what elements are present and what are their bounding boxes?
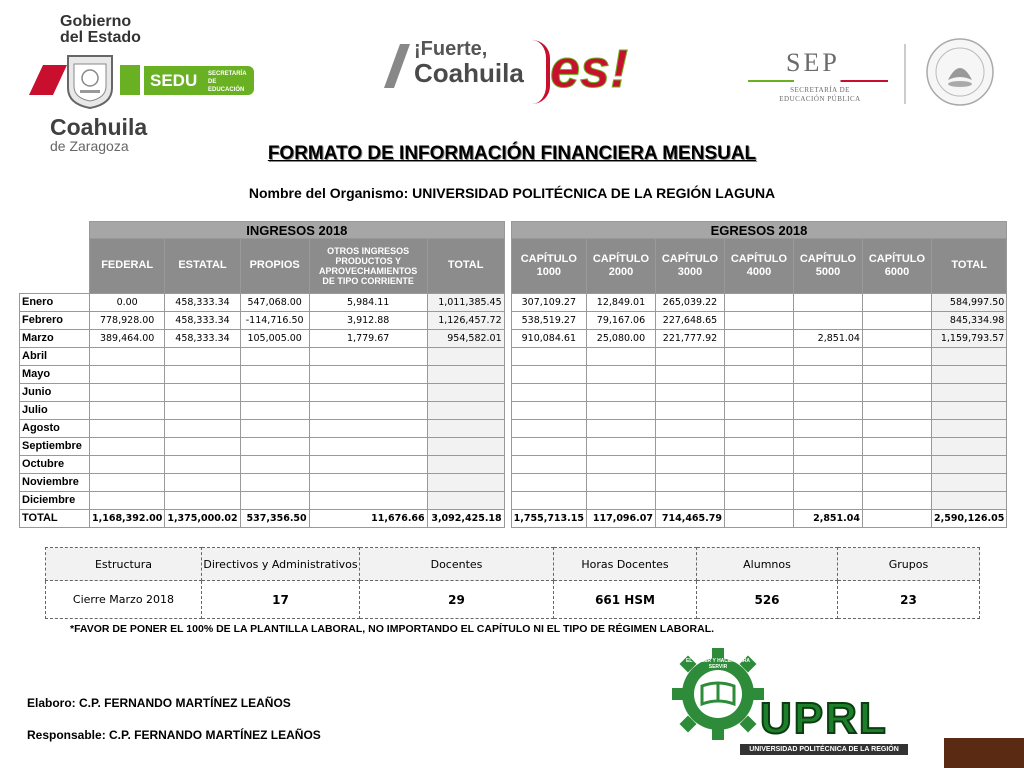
total-cell: 714,465.79 (655, 509, 724, 527)
ingreso-cell: 105,005.00 (240, 329, 309, 347)
egreso-cell (511, 437, 586, 455)
egreso-cell: 25,080.00 (586, 329, 655, 347)
staff-value: 29 (360, 581, 554, 619)
egreso-cell (586, 473, 655, 491)
egreso-cell (862, 347, 931, 365)
egreso-cell (793, 491, 862, 509)
egreso-cell: 227,648.65 (655, 311, 724, 329)
egreso-cell: 538,519.27 (511, 311, 586, 329)
col-header: OTROS INGRESOS PRODUCTOS Y APROVECHAMIENTOS DE TIPO CORRIENTE (309, 239, 427, 294)
egreso-cell (931, 491, 1006, 509)
month-row (20, 347, 1007, 365)
egreso-cell (724, 419, 793, 437)
month-label: Junio (20, 383, 90, 401)
month-label: Marzo (20, 329, 90, 347)
total-cell: 1,755,713.15 (511, 509, 586, 527)
egreso-cell (793, 293, 862, 311)
month-row (20, 491, 1007, 509)
egreso-cell (586, 437, 655, 455)
gobierno-coahuila-logo (36, 10, 256, 155)
coat-of-arms-icon (62, 52, 118, 110)
egreso-cell (724, 455, 793, 473)
staff-header: Docentes (360, 548, 554, 581)
ingreso-cell (427, 347, 504, 365)
egreso-cell (586, 401, 655, 419)
egreso-cell (724, 383, 793, 401)
ingreso-cell (309, 437, 427, 455)
month-row (20, 419, 1007, 437)
month-row (20, 365, 1007, 383)
coahuila-word: Coahuila (50, 114, 148, 140)
uprl-ring-text: EL SABER Y HACER PARA SERVIR (685, 658, 751, 670)
col-header: CAPÍTULO 2000 (586, 239, 655, 294)
ingreso-cell (165, 455, 240, 473)
month-label: Septiembre (20, 437, 90, 455)
egreso-cell (862, 401, 931, 419)
ingreso-cell (165, 437, 240, 455)
egreso-cell (931, 383, 1006, 401)
egreso-cell (511, 347, 586, 365)
ingreso-cell (90, 455, 165, 473)
ingreso-cell (427, 455, 504, 473)
col-header: CAPÍTULO 4000 (724, 239, 793, 294)
col-header: PROPIOS (240, 239, 309, 294)
ingreso-cell (427, 473, 504, 491)
total-row (20, 509, 1007, 527)
egreso-cell (724, 401, 793, 419)
egreso-cell (586, 455, 655, 473)
egreso-cell (793, 455, 862, 473)
month-row (20, 311, 1007, 329)
egreso-cell (586, 419, 655, 437)
egreso-cell (655, 401, 724, 419)
month-row (20, 401, 1007, 419)
ingreso-cell (309, 365, 427, 383)
egreso-cell: 307,109.27 (511, 293, 586, 311)
ingreso-cell: 954,582.01 (427, 329, 504, 347)
ingresos-title: INGRESOS 2018 (90, 222, 505, 239)
egreso-cell (655, 437, 724, 455)
ingreso-cell: -114,716.50 (240, 311, 309, 329)
month-label: Abril (20, 347, 90, 365)
month-row (20, 329, 1007, 347)
staff-value: 17 (202, 581, 360, 619)
egreso-cell (931, 419, 1006, 437)
ingreso-cell (165, 491, 240, 509)
egreso-cell (862, 383, 931, 401)
egresos-title: EGRESOS 2018 (511, 222, 1007, 239)
ingreso-cell (240, 491, 309, 509)
egreso-cell: 2,851.04 (793, 329, 862, 347)
slash-mark (384, 44, 410, 88)
staff-header: Horas Docentes (554, 548, 697, 581)
month-label: Febrero (20, 311, 90, 329)
egreso-cell (511, 365, 586, 383)
ingreso-cell (240, 365, 309, 383)
ingreso-cell (90, 419, 165, 437)
total-cell: 2,851.04 (793, 509, 862, 527)
ingreso-cell (240, 437, 309, 455)
month-row (20, 293, 1007, 311)
escudo-nacional-icon (924, 36, 996, 108)
ingreso-cell (427, 383, 504, 401)
ingreso-cell (240, 455, 309, 473)
ingreso-cell (309, 401, 427, 419)
ingreso-cell (309, 383, 427, 401)
egreso-cell: 584,997.50 (931, 293, 1006, 311)
col-header: ESTATAL (165, 239, 240, 294)
egreso-cell: 910,084.61 (511, 329, 586, 347)
total-cell: 117,096.07 (586, 509, 655, 527)
total-cell: 1,168,392.00 (90, 509, 165, 527)
egreso-cell (793, 473, 862, 491)
egreso-cell (655, 473, 724, 491)
egreso-cell (931, 437, 1006, 455)
de-zaragoza-word: de Zaragoza (50, 138, 129, 154)
ingreso-cell (90, 473, 165, 491)
egreso-cell: 1,159,793.57 (931, 329, 1006, 347)
es-word: es! (550, 39, 629, 99)
staff-header: Grupos (838, 548, 980, 581)
egreso-cell: 265,039.22 (655, 293, 724, 311)
ingreso-cell: 458,333.34 (165, 329, 240, 347)
egreso-cell (724, 491, 793, 509)
egreso-cell (724, 347, 793, 365)
col-header: CAPÍTULO 5000 (793, 239, 862, 294)
col-header: CAPÍTULO 6000 (862, 239, 931, 294)
ingreso-cell: 5,984.11 (309, 293, 427, 311)
egreso-cell (862, 491, 931, 509)
ingreso-cell (165, 347, 240, 365)
month-label: Enero (20, 293, 90, 311)
egreso-cell: 12,849.01 (586, 293, 655, 311)
financial-table (19, 221, 1007, 528)
ingreso-cell (427, 401, 504, 419)
egreso-cell (793, 401, 862, 419)
corner-decoration (944, 738, 1024, 768)
uprl-subtext: UNIVERSIDAD POLITÉCNICA DE LA REGIÓN LAGUNA (740, 744, 908, 755)
month-label: Julio (20, 401, 90, 419)
sep-subtext: SECRETARÍA DE EDUCACIÓN PÚBLICA (779, 86, 861, 103)
egreso-cell (931, 347, 1006, 365)
egreso-cell (931, 365, 1006, 383)
ingreso-cell (427, 491, 504, 509)
month-row (20, 383, 1007, 401)
egreso-cell (862, 293, 931, 311)
ingreso-cell (427, 437, 504, 455)
staff-header: Directivos y Administrativos (202, 548, 360, 581)
month-label: Noviembre (20, 473, 90, 491)
egreso-cell (862, 419, 931, 437)
ingreso-cell: 458,333.34 (165, 293, 240, 311)
divider-line (904, 44, 906, 104)
staff-value: Cierre Marzo 2018 (46, 581, 202, 619)
ingreso-cell (309, 473, 427, 491)
egreso-cell (724, 365, 793, 383)
ingreso-cell (90, 383, 165, 401)
egreso-cell (724, 473, 793, 491)
uprl-logo (670, 646, 910, 764)
ingreso-cell: 389,464.00 (90, 329, 165, 347)
month-label: Diciembre (20, 491, 90, 509)
egreso-cell (931, 401, 1006, 419)
ingreso-cell (165, 401, 240, 419)
egreso-cell (862, 437, 931, 455)
ingreso-cell (90, 365, 165, 383)
egreso-cell (586, 347, 655, 365)
egreso-cell: 221,777.92 (655, 329, 724, 347)
egreso-cell (655, 383, 724, 401)
total-cell: 1,375,000.02 (165, 509, 240, 527)
fuerte-word: ¡Fuerte, (414, 38, 488, 60)
month-row (20, 455, 1007, 473)
egreso-cell (724, 437, 793, 455)
ingreso-cell (240, 347, 309, 365)
egreso-cell (511, 419, 586, 437)
egreso-cell (862, 473, 931, 491)
egreso-cell (931, 473, 1006, 491)
uprl-letters: UPRL (760, 694, 888, 743)
financial-table-body (20, 293, 1007, 509)
egreso-cell (511, 455, 586, 473)
gobierno-line2: del Estado (60, 29, 141, 46)
egreso-cell (793, 419, 862, 437)
sedu-logo (144, 66, 254, 95)
es-bracket (532, 40, 550, 104)
egreso-cell (511, 473, 586, 491)
month-row (20, 437, 1007, 455)
ingreso-cell (309, 419, 427, 437)
ingreso-cell (165, 419, 240, 437)
ingreso-cell: 1,779.67 (309, 329, 427, 347)
ingreso-cell (90, 347, 165, 365)
ingreso-cell (165, 365, 240, 383)
ingreso-cell (427, 419, 504, 437)
egreso-cell (586, 365, 655, 383)
col-header: TOTAL (931, 239, 1006, 294)
month-label: Agosto (20, 419, 90, 437)
egreso-cell (655, 419, 724, 437)
col-header: CAPÍTULO 3000 (655, 239, 724, 294)
fuerte-coahuila-word: Coahuila (414, 58, 524, 88)
sedu-subtext: SECRETARÍA DE EDUCACIÓN (208, 71, 247, 93)
egreso-cell (793, 347, 862, 365)
egreso-cell (655, 491, 724, 509)
egreso-cell (724, 311, 793, 329)
month-label: Mayo (20, 365, 90, 383)
egreso-cell (862, 365, 931, 383)
ingreso-cell (240, 401, 309, 419)
ingreso-cell: 3,912.88 (309, 311, 427, 329)
ingreso-cell (309, 491, 427, 509)
staff-header: Estructura (46, 548, 202, 581)
ingreso-cell: 458,333.34 (165, 311, 240, 329)
ingreso-cell (90, 401, 165, 419)
egreso-cell (862, 311, 931, 329)
total-cell: 11,676.66 (309, 509, 427, 527)
total-cell: 537,356.50 (240, 509, 309, 527)
total-cell: 2,590,126.05 (931, 509, 1006, 527)
ingreso-cell (240, 473, 309, 491)
staff-value: 526 (697, 581, 838, 619)
ingreso-cell (309, 455, 427, 473)
egreso-cell (931, 455, 1006, 473)
staff-header: Alumnos (697, 548, 838, 581)
total-cell: 3,092,425.18 (427, 509, 504, 527)
footnote: *FAVOR DE PONER EL 100% DE LA PLANTILLA LABORAL, NO IMPORTANDO EL CAPÍTULO NI EL TIPO DE RÉGIMEN LABORAL. (70, 623, 715, 635)
sedu-text: SEDU (150, 71, 198, 90)
ingreso-cell: 547,068.00 (240, 293, 309, 311)
egreso-cell (655, 365, 724, 383)
ingreso-cell (309, 347, 427, 365)
staff-value: 661 HSM (554, 581, 697, 619)
egreso-cell (586, 383, 655, 401)
ingreso-cell (90, 437, 165, 455)
corner-blank (20, 239, 90, 294)
responsable-line: Responsable: C.P. FERNANDO MARTÍNEZ LEAÑOS (27, 728, 321, 742)
ingreso-cell (240, 419, 309, 437)
egreso-cell (511, 491, 586, 509)
corner-blank (20, 222, 90, 239)
ingreso-cell (165, 473, 240, 491)
egreso-cell (793, 383, 862, 401)
sep-word: SEP (786, 48, 840, 77)
egreso-cell (793, 365, 862, 383)
ingreso-cell (240, 383, 309, 401)
egreso-cell: 845,334.98 (931, 311, 1006, 329)
egreso-cell (724, 329, 793, 347)
ingreso-cell (165, 383, 240, 401)
egreso-cell (586, 491, 655, 509)
sep-rule (748, 80, 888, 82)
ingreso-cell: 1,011,385.45 (427, 293, 504, 311)
total-label: TOTAL (20, 509, 90, 527)
egreso-cell (511, 383, 586, 401)
ingreso-cell (90, 491, 165, 509)
total-cell (862, 509, 931, 527)
ingreso-cell (427, 365, 504, 383)
document-title: FORMATO DE INFORMACIÓN FINANCIERA MENSUAL (267, 143, 757, 164)
egreso-cell (862, 329, 931, 347)
fuerte-coahuila-logo (392, 38, 652, 108)
egreso-cell (793, 311, 862, 329)
egreso-cell (511, 401, 586, 419)
egreso-cell: 79,167.06 (586, 311, 655, 329)
egreso-cell (724, 293, 793, 311)
total-cell (724, 509, 793, 527)
egreso-cell (655, 347, 724, 365)
ingreso-cell: 1,126,457.72 (427, 311, 504, 329)
ingreso-cell: 778,928.00 (90, 311, 165, 329)
ingreso-cell: 0.00 (90, 293, 165, 311)
month-label: Octubre (20, 455, 90, 473)
staff-table (45, 547, 980, 619)
egreso-cell (655, 455, 724, 473)
organismo-line: Nombre del Organismo: UNIVERSIDAD POLITÉCNICA DE LA REGIÓN LAGUNA (248, 185, 776, 201)
egreso-cell (793, 437, 862, 455)
col-header: CAPÍTULO 1000 (511, 239, 586, 294)
gobierno-line1: Gobierno (60, 13, 132, 30)
sep-logo (748, 48, 898, 108)
col-header: FEDERAL (90, 239, 165, 294)
elaboro-line: Elaboro: C.P. FERNANDO MARTÍNEZ LEAÑOS (27, 696, 291, 710)
staff-value: 23 (838, 581, 980, 619)
egreso-cell (862, 455, 931, 473)
month-row (20, 473, 1007, 491)
green-stripe (120, 65, 140, 95)
col-header: TOTAL (427, 239, 504, 294)
